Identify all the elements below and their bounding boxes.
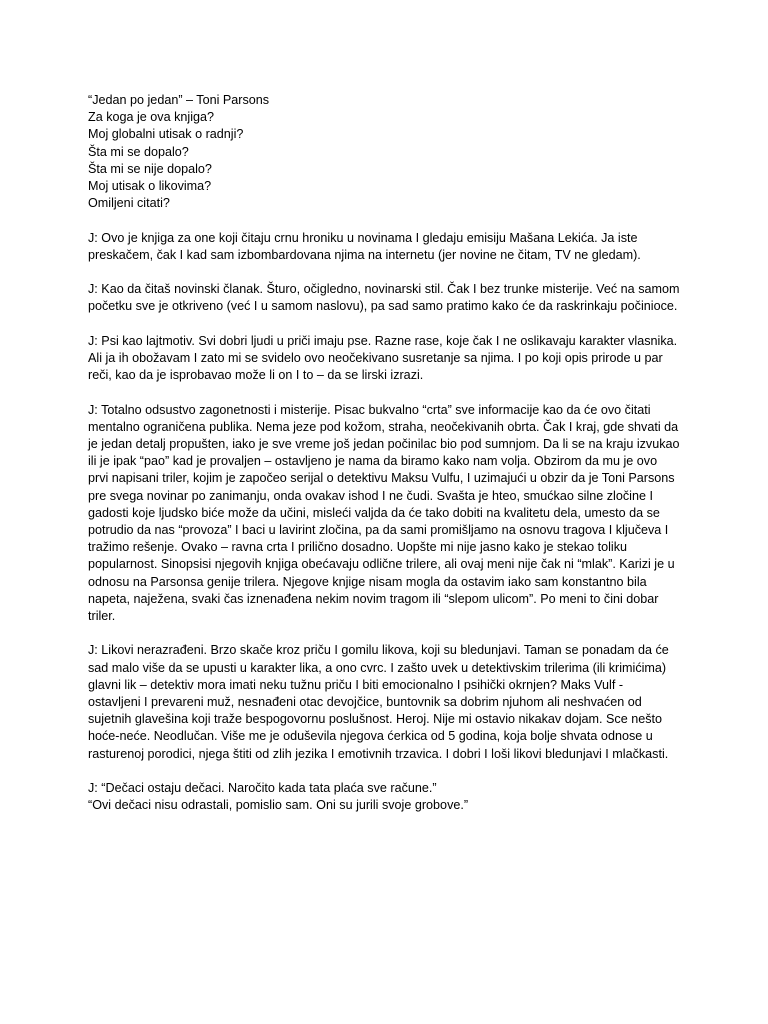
text-line: pre svega novinar po zanimanju, onda ovakav ishod I ne čudi. Svašta je hteo, smućkao silne zločine I: [88, 488, 653, 503]
text-line: odnosu na Parsonsa genije trilera. Njegove knjige nisam mogla da ostavim iako sam konstantno bila: [88, 574, 647, 589]
text-line: ili je ipak “pao” kad je provaljen – ostavljeno je nama da biramo kako nam volja. Obzirom da mu je ovo: [88, 454, 658, 469]
question-list: [88, 92, 688, 212]
question-line: Šta mi se dopalo?: [88, 144, 189, 159]
question-line: Moj utisak o likovima?: [88, 179, 212, 194]
text-line: tražimo rešenje. Ovako – ravna crta I prilično dosadno. Uopšte mi nije jasno kako je stekao toliku: [88, 540, 627, 555]
text-line: Ali ja ih obožavam I zato mi se svidelo ovo neočekivano susretanje sa njima. I po koji opis prirode u par: [88, 351, 663, 365]
text-line: J: Ovo je knjiga za one koji čitaju crnu hroniku u novinama I gledaju emisiju Mašana Lekića. Ja iste: [88, 230, 638, 245]
text-line: hoće-neće. Neodlučan. Više me je oduševila njegova ćerkica od 5 godina, koja bolje shvata odnose u: [88, 729, 653, 744]
text-line: početku sve je otkriveno (već I u samom naslovu), pa sad samo pratimo kako će da raskrinkaju počinioce.: [88, 299, 678, 314]
text-line: mentalno ograničena publika. Nema jeze pod kožom, straha, neočekivanih obrta. Čak I kraj, gde shvati da: [88, 419, 679, 434]
text-line: J: Likovi nerazrađeni. Brzo skače kroz priču I gomilu likova, koji su bledunjavi. Taman se ponadam da će: [88, 643, 669, 658]
text-line: J: Kao da čitaš novinski članak. Šturo, očigledno, novinarski stil. Čak I bez trunke misterije. Već na samom: [88, 282, 680, 297]
question-line: Šta mi se nije dopalo?: [88, 161, 212, 176]
text-line: reči, kao da je isprobavao može li on I to – da se lirski izrazi.: [88, 368, 424, 383]
answer-paragraph-characters: [88, 642, 688, 762]
question-line: Moj globalni utisak o radnji?: [88, 127, 244, 142]
answer-paragraph-disliked: [88, 402, 688, 626]
text-line: rasturenoj porodici, njega štiti od zlih jezika I emotivnih trzavica. I dobri I loši likovi bledunjavi I mlačkasti.: [88, 746, 669, 761]
text-line: gadosti koje ljudsko biće može da učini, misleći valjda da će tako dobiti na kvalitetu dela, umesto da se: [88, 505, 660, 520]
text-line: je jedan detalj propušten, iako je sve vreme još jedan počinilac bio pod sumnjom. Da li se na kraju izvukao: [88, 437, 680, 451]
answer-paragraph-liked: [88, 333, 688, 385]
answer-paragraph-impression: [88, 281, 688, 315]
text-line: J: Totalno odsustvo zagonetnosti i misterije. Pisac bukvalno “crta” sve informacije kao da će ovo čitati: [88, 402, 651, 417]
text-line: J: Psi kao lajtmotiv. Svi dobri ljudi u priči imaju pse. Razne rase, koje čak I ne oslikavaju karakter vlasnika.: [88, 333, 678, 348]
question-line: Za koga je ova knjiga?: [88, 110, 215, 125]
answer-paragraph-quotes: [88, 780, 688, 814]
document-title: “Jedan po jedan” – Toni Parsons: [88, 93, 270, 107]
question-line: Omiljeni citati?: [88, 196, 170, 211]
quote-line: J: “Dečaci ostaju dečaci. Naročito kada tata plaća sve račune.”: [88, 781, 437, 796]
text-line: preskačem, čak I kad sam izbombardovana njima na internetu (jer novine ne čitam, TV ne gledam).: [88, 247, 641, 262]
text-line: glavni lik – detektiv mora imati neku tužnu priču I biti emocionalno I psihički okrnjen? Maks Vulf -: [88, 677, 624, 692]
text-line: napeta, naježena, svaki čas iznenađena nekim novim tragom ili “slepom ulicom”. Po meni to čini dobar: [88, 591, 659, 606]
text-line: sad malo više da se upusti u karakter lika, a ono cvrc. I zašto uvek u detektivskim trilerima (ili krimićima): [88, 660, 667, 675]
text-line: sujetnih glavešina koji traže bespogovornu poslušnost. Heroj. Nije mi ostavio nikakav dojam. Sce nešto: [88, 712, 663, 727]
text-line: popularnost. Sinopsisi njegovih knjiga obećavaju odlične trilere, ali ovaj meni nije čak ni “mlak”. Karizi je u: [88, 557, 675, 572]
text-line: prvi napisani triler, kojim je započeo serijal o detektivu Maksu Vulfu, I uzimajući u obzir da je Toni Parsons: [88, 471, 675, 486]
text-line: triler.: [88, 609, 116, 624]
text-line: ostavljeni I prevareni muž, nesnađeni otac devojčice, buntovnik sa dobrim njuhom ali neshvaćen od: [88, 695, 642, 710]
text-line: potrudio da nas “provoza” I baci u lavirint zločina, pa da sami promišljamo na osnovu tragova I ključeva I: [88, 523, 669, 538]
quote-line: “Ovi dečaci nisu odrastali, pomislio sam. Oni su jurili svoje grobove.”: [88, 798, 469, 813]
answer-paragraph-audience: [88, 230, 688, 264]
